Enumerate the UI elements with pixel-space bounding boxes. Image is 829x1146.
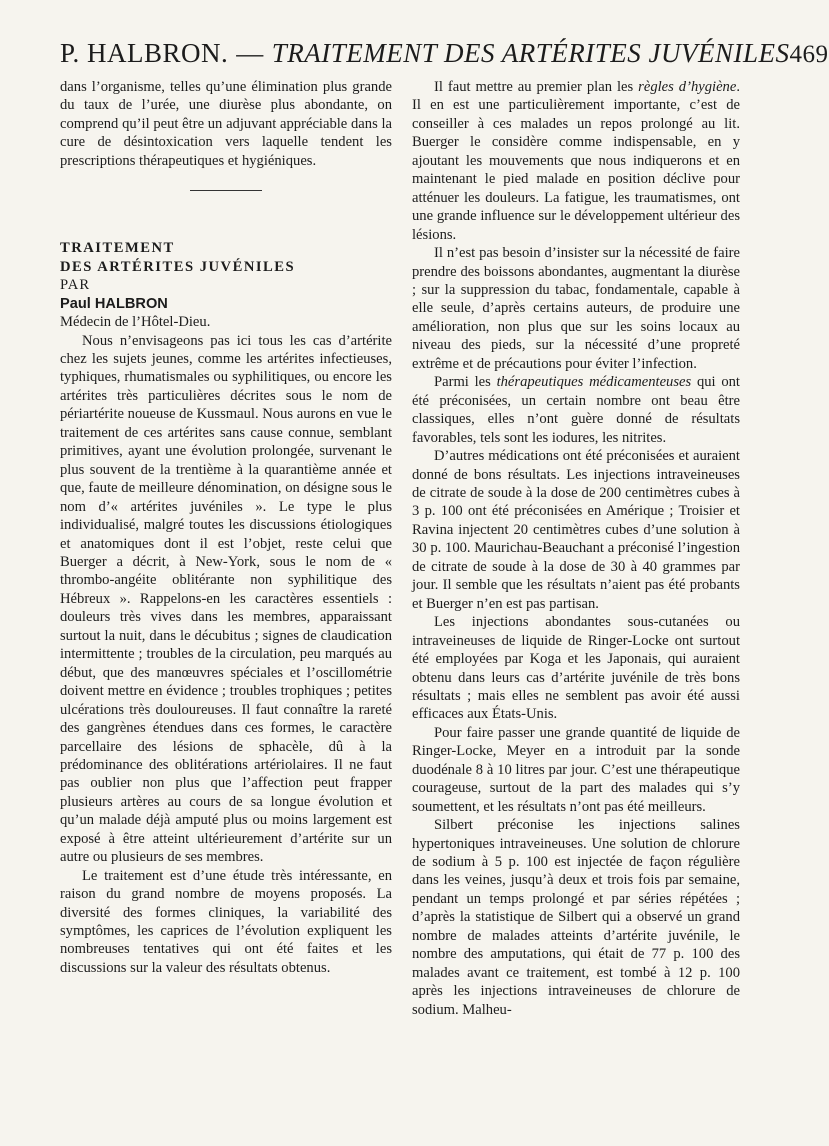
body-paragraph [412, 78, 740, 244]
by-label: PAR [60, 277, 91, 294]
body-paragraph [412, 373, 740, 447]
running-header [60, 38, 829, 78]
article-title-line1: TRAITEMENT [60, 240, 175, 257]
emphasis-text: règles d’hygiène [638, 79, 737, 95]
body-paragraph: Silbert préconise les injections salines hypertoniques intraveineuses. Une solution de chlorure de sodium à 5 p. 100 est injectée de façon régulière dans les veines, jusqu’à deux et trois fois par semaine, pendant un temps prolongé et par séries répétées ; d’après la statistique de Silbert qui a observé un grand nombre de malades atteints d’artérite juvénile, le nombre des amputations, qui était de 77 p. 100 des malades avant ce traitement, est tombé à 12 p. 100 après les injections intraveineuses de chlorure de sodium. Malheu- [412, 817, 740, 1018]
text-run: qui ont été préconisées, un certain nombre ont beau être classiques, elles n’ont guère donné de résultats favorables, tels sont les iodures, les nitrites. [412, 374, 740, 446]
author-affiliation: Médecin de l’Hôtel-Dieu. [60, 314, 211, 331]
body-paragraph: Pour faire passer une grande quantité de liquide de Ringer-Locke, Meyer en a introduit par la sonde duodénale 8 à 10 litres par jour. C’est une thérapeutique courageuse, surtout de la part des malades qui s’y soumettent, et les résultats n’ont pas été meilleurs. [412, 724, 740, 815]
text-run: Il faut mettre au premier plan les [434, 79, 639, 95]
body-paragraph: Nous n’envisageons pas ici tous les cas d’artérite chez les sujets jeunes, comme les artérites infectieuses, typhiques, rhumatismales ou syphilitiques, ou encore les artérites très particulières décrites sous le nom de périartérite noueuse de Kussmaul. Nous aurons en vue le traitement de ces artérites sans cause connue, semblant primitives, ayant une évolution prolongée, survenant le plus souvent de la trentième à la quarantième année et que, faute de meilleure dénomination, on désigne sous le nom d’« artérites juvéniles ». Le type le plus individualisé, malgré toutes les discussions étiologiques et anatomiques dont il est l’objet, reste celui que Buerger a décrit, à New-York, sous le nom de « thrombo-angéite oblitérante non syphilitique des Hébreux ». Rappelons-en les caractères essentiels : douleurs très vives dans les membres, apparaissant surtout la nuit, dans le décubitus ; signes de claudication intermittente ; troubles de la circulation, peu marqués au début, que des manœuvres spéciales et l’oscillométrie doivent mettre en évidence ; troubles trophiques ; petites ulcérations très douloureuses. Il faut connaître la rareté des gangrènes étendues dans ces formes, le caractère parcellaire des lésions de sphacèle, dû à la prédominance des oblitérations artériolaires. Il ne faut pas oublier non plus que l’affection peut frapper plusieurs artères au cours de sa longue évolution et qu’un malade déjà amputé plus ou moins largement est exposé à être atteint ultérieurement d’artérite sur un autre ou plusieurs de ses membres. [60, 332, 392, 866]
emphasis-text: thérapeutiques médicamenteuses [496, 374, 692, 391]
intro-paragraph: dans l’organisme, telles qu’une élimination plus grande du taux de l’urée, une diurèse plus abondante, on comprend qu’il peut être un adjuvant appréciable dans la cure de désintoxication vers laquelle tendent les prescriptions thérapeutiques et hygiéniques. [60, 79, 392, 169]
page-number: 469 [789, 41, 829, 68]
header-author: P. HALBRON. [60, 38, 229, 68]
body-paragraph: Le traitement est d’une étude très intéressante, en raison du grand nombre de moyens proposés. La diversité des formes cliniques, la variabilité des symptômes, les caprices de l’évolution expliquent les nombreuses tentatives qui ont été faites et les discussions sur la valeur des résultats obtenus. [60, 867, 392, 976]
article-title-line2: DES ARTÉRITES JUVÉNILES [60, 258, 296, 275]
body-paragraph: Les injections abondantes sous-cutanées ou intraveineuses de liquide de Ringer-Locke ont surtout été employées par Koga et les Japonais, qui auraient obtenu dans leurs cas d’artérite juvénile de très bons résultats ; mais elles ne semblent pas avoir été aussi efficaces aux États-Unis. [412, 614, 740, 723]
right-column [412, 78, 740, 1019]
body-paragraph: Il n’est pas besoin d’insister sur la nécessité de faire prendre des boissons abondantes, augmentant la diurèse ; sur la suppression du tabac, fondamentale, capable à elle seule, d’après certains auteurs, de produire une amélioration, non plus que sur les soins locaux au niveau des pieds, sur la nécessité d’une propreté extrême et de précautions pour éviter l’infection. [412, 245, 740, 372]
left-column [60, 78, 392, 977]
header-title: TRAITEMENT DES ARTÉRITES JUVÉNILES [271, 38, 790, 68]
header-separator: — [236, 38, 264, 68]
section-divider [190, 190, 262, 191]
author-byline: Paul HALBRON [60, 295, 168, 312]
text-run: . Il en est une particulièrement importante, c’est de conseiller à ces malades un repos prolongé au lit. Buerger le considère comme indispensable, en y ajoutant les mouvements que nous indiquerons et en maintenant le pied malade en position déclive pour atténuer les douleurs. La fatigue, les traumatismes, ont une grande influence sur le développement ultérieur des lésions. [412, 79, 740, 243]
text-run: Parmi les [434, 374, 497, 391]
body-paragraph: D’autres médications ont été préconisées et auraient donné de bons résultats. Les injections intraveineuses de citrate de soude à la dose de 200 centimètres cubes à 3 p. 100 ont été préconisées en Amérique ; Troisier et Ravina injectent 20 centimètres cubes d’une solution à 30 p. 100. Maurichau-Beauchant a préconisé l’ingestion de citrate de soude à la dose de 30 à 40 grammes par jour. Il semble que les résultats n’aient pas été probants et Buerger n’en est pas partisan. [412, 448, 740, 612]
